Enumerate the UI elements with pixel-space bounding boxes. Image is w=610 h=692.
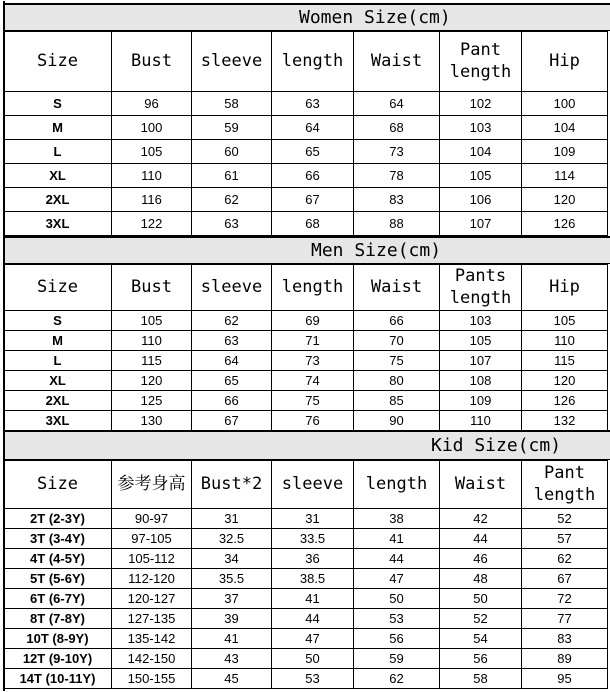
- size-label-cell: 12T (9-10Y): [4, 649, 112, 669]
- kid-title: Kid Size(cm): [431, 434, 562, 456]
- men-header-cell: Size: [4, 265, 112, 311]
- table-cell: 125: [112, 391, 192, 411]
- women-header-cell: sleeve: [192, 32, 272, 92]
- size-label-cell: 10T (8-9Y): [4, 629, 112, 649]
- table-cell: 53: [354, 609, 440, 629]
- table-cell: 52: [522, 509, 608, 529]
- table-cell: 31: [272, 509, 354, 529]
- table-cell: 41: [192, 629, 272, 649]
- table-cell: 52: [440, 609, 522, 629]
- table-cell: 110: [112, 164, 192, 188]
- table-row: [4, 391, 608, 411]
- women-title: Women Size(cm): [299, 6, 451, 28]
- table-cell: 56: [440, 649, 522, 669]
- men-header-cell: sleeve: [192, 265, 272, 311]
- table-cell: 68: [272, 212, 354, 236]
- table-cell: 57: [522, 529, 608, 549]
- table-row: [4, 371, 608, 391]
- table-row: [4, 351, 608, 371]
- men-size-table: [3, 264, 608, 431]
- table-cell: 80: [354, 371, 440, 391]
- size-label-cell: XL: [4, 371, 112, 391]
- table-cell: 66: [272, 164, 354, 188]
- table-cell: 39: [192, 609, 272, 629]
- kid-header-cell: sleeve: [272, 461, 354, 509]
- size-label-cell: 14T (10-11Y): [4, 669, 112, 689]
- kid-header-cell: Size: [4, 461, 112, 509]
- table-cell: 47: [354, 569, 440, 589]
- table-cell: 122: [112, 212, 192, 236]
- table-cell: 68: [354, 116, 440, 140]
- table-cell: 67: [522, 569, 608, 589]
- table-row: [4, 116, 608, 140]
- table-cell: 35.5: [192, 569, 272, 589]
- table-cell: 56: [354, 629, 440, 649]
- table-cell: 105: [112, 140, 192, 164]
- table-cell: 115: [522, 351, 608, 371]
- table-cell: 102: [440, 92, 522, 116]
- kid-header-row: [4, 461, 608, 509]
- kid-header-cell: 参考身高: [112, 461, 192, 509]
- table-cell: 126: [522, 212, 608, 236]
- size-label-cell: 8T (7-8Y): [4, 609, 112, 629]
- table-cell: 105-112: [112, 549, 192, 569]
- table-row: [4, 140, 608, 164]
- men-header-cell: Pants length: [440, 265, 522, 311]
- size-label-cell: L: [4, 140, 112, 164]
- table-row: [4, 92, 608, 116]
- table-cell: 50: [354, 589, 440, 609]
- table-cell: 106: [440, 188, 522, 212]
- table-cell: 65: [272, 140, 354, 164]
- table-cell: 58: [192, 92, 272, 116]
- table-cell: 32.5: [192, 529, 272, 549]
- table-cell: 103: [440, 311, 522, 331]
- men-header-cell: length: [272, 265, 354, 311]
- table-row: [4, 549, 608, 569]
- women-header-cell: Size: [4, 32, 112, 92]
- table-row: [4, 188, 608, 212]
- table-cell: 62: [192, 311, 272, 331]
- women-header-cell: Hip: [522, 32, 608, 92]
- table-cell: 100: [112, 116, 192, 140]
- table-row: [4, 629, 608, 649]
- table-cell: 50: [272, 649, 354, 669]
- table-cell: 69: [272, 311, 354, 331]
- table-cell: 43: [192, 649, 272, 669]
- table-cell: 120-127: [112, 589, 192, 609]
- size-label-cell: M: [4, 331, 112, 351]
- table-row: [4, 589, 608, 609]
- table-cell: 97-105: [112, 529, 192, 549]
- table-cell: 114: [522, 164, 608, 188]
- table-cell: 67: [272, 188, 354, 212]
- table-cell: 59: [354, 649, 440, 669]
- table-cell: 110: [112, 331, 192, 351]
- table-cell: 90-97: [112, 509, 192, 529]
- men-header-cell: Waist: [354, 265, 440, 311]
- women-title-band: [3, 3, 610, 31]
- size-label-cell: 4T (4-5Y): [4, 549, 112, 569]
- table-cell: 73: [354, 140, 440, 164]
- table-cell: 38.5: [272, 569, 354, 589]
- size-label-cell: 2T (2-3Y): [4, 509, 112, 529]
- table-cell: 115: [112, 351, 192, 371]
- men-header-row: [4, 265, 608, 311]
- table-cell: 67: [192, 411, 272, 431]
- table-cell: 75: [354, 351, 440, 371]
- table-cell: 65: [192, 371, 272, 391]
- men-title-band: [3, 236, 610, 264]
- table-cell: 48: [440, 569, 522, 589]
- kid-title-band: [3, 430, 610, 460]
- table-row: [4, 509, 608, 529]
- size-label-cell: L: [4, 351, 112, 371]
- table-cell: 103: [440, 116, 522, 140]
- kid-header-cell: Pant length: [522, 461, 608, 509]
- table-cell: 132: [522, 411, 608, 431]
- table-cell: 44: [272, 609, 354, 629]
- table-cell: 110: [440, 411, 522, 431]
- size-label-cell: 5T (5-6Y): [4, 569, 112, 589]
- table-cell: 33.5: [272, 529, 354, 549]
- table-cell: 105: [440, 164, 522, 188]
- kid-header-cell: Bust*2: [192, 461, 272, 509]
- table-cell: 105: [522, 311, 608, 331]
- table-cell: 75: [272, 391, 354, 411]
- table-cell: 62: [192, 188, 272, 212]
- size-label-cell: XL: [4, 164, 112, 188]
- table-cell: 41: [272, 589, 354, 609]
- size-label-cell: 3XL: [4, 411, 112, 431]
- table-cell: 63: [272, 92, 354, 116]
- table-cell: 63: [192, 212, 272, 236]
- size-label-cell: 2XL: [4, 391, 112, 411]
- table-cell: 100: [522, 92, 608, 116]
- table-cell: 44: [440, 529, 522, 549]
- table-cell: 120: [522, 371, 608, 391]
- table-row: [4, 529, 608, 549]
- table-cell: 42: [440, 509, 522, 529]
- table-cell: 135-142: [112, 629, 192, 649]
- table-cell: 70: [354, 331, 440, 351]
- men-header-cell: Bust: [112, 265, 192, 311]
- table-cell: 62: [522, 549, 608, 569]
- table-cell: 73: [272, 351, 354, 371]
- table-row: [4, 411, 608, 431]
- table-cell: 105: [440, 331, 522, 351]
- table-cell: 62: [354, 669, 440, 689]
- table-cell: 77: [522, 609, 608, 629]
- size-label-cell: 6T (6-7Y): [4, 589, 112, 609]
- men-header-cell: Hip: [522, 265, 608, 311]
- table-cell: 64: [272, 116, 354, 140]
- table-cell: 150-155: [112, 669, 192, 689]
- table-cell: 63: [192, 331, 272, 351]
- table-cell: 46: [440, 549, 522, 569]
- table-cell: 60: [192, 140, 272, 164]
- table-row: [4, 331, 608, 351]
- men-title: Men Size(cm): [311, 239, 442, 261]
- table-row: [4, 164, 608, 188]
- table-cell: 41: [354, 529, 440, 549]
- table-cell: 37: [192, 589, 272, 609]
- table-cell: 71: [272, 331, 354, 351]
- table-cell: 58: [440, 669, 522, 689]
- table-cell: 85: [354, 391, 440, 411]
- table-cell: 105: [112, 311, 192, 331]
- table-cell: 34: [192, 549, 272, 569]
- table-cell: 110: [522, 331, 608, 351]
- table-cell: 88: [354, 212, 440, 236]
- women-header-cell: Pant length: [440, 32, 522, 92]
- table-cell: 104: [440, 140, 522, 164]
- table-cell: 64: [354, 92, 440, 116]
- table-cell: 54: [440, 629, 522, 649]
- table-cell: 112-120: [112, 569, 192, 589]
- table-cell: 127-135: [112, 609, 192, 629]
- table-cell: 130: [112, 411, 192, 431]
- table-cell: 108: [440, 371, 522, 391]
- table-cell: 72: [522, 589, 608, 609]
- table-cell: 61: [192, 164, 272, 188]
- table-cell: 107: [440, 351, 522, 371]
- table-cell: 107: [440, 212, 522, 236]
- table-cell: 120: [112, 371, 192, 391]
- table-cell: 90: [354, 411, 440, 431]
- table-cell: 47: [272, 629, 354, 649]
- women-header-cell: length: [272, 32, 354, 92]
- table-cell: 76: [272, 411, 354, 431]
- women-header-row: [4, 32, 608, 92]
- table-cell: 95: [522, 669, 608, 689]
- table-cell: 120: [522, 188, 608, 212]
- table-cell: 64: [192, 351, 272, 371]
- table-cell: 45: [192, 669, 272, 689]
- size-label-cell: 3T (3-4Y): [4, 529, 112, 549]
- table-cell: 109: [522, 140, 608, 164]
- women-size-table: [3, 31, 608, 236]
- size-label-cell: S: [4, 311, 112, 331]
- table-cell: 83: [354, 188, 440, 212]
- table-cell: 53: [272, 669, 354, 689]
- women-header-cell: Waist: [354, 32, 440, 92]
- table-cell: 50: [440, 589, 522, 609]
- table-cell: 142-150: [112, 649, 192, 669]
- size-label-cell: 2XL: [4, 188, 112, 212]
- table-row: [4, 311, 608, 331]
- table-cell: 74: [272, 371, 354, 391]
- table-cell: 44: [354, 549, 440, 569]
- kid-size-table: [3, 460, 608, 689]
- table-cell: 96: [112, 92, 192, 116]
- table-cell: 109: [440, 391, 522, 411]
- women-header-cell: Bust: [112, 32, 192, 92]
- table-cell: 89: [522, 649, 608, 669]
- table-cell: 78: [354, 164, 440, 188]
- kid-header-cell: length: [354, 461, 440, 509]
- table-row: [4, 649, 608, 669]
- table-cell: 36: [272, 549, 354, 569]
- table-cell: 116: [112, 188, 192, 212]
- table-cell: 104: [522, 116, 608, 140]
- size-label-cell: M: [4, 116, 112, 140]
- table-cell: 66: [192, 391, 272, 411]
- table-cell: 38: [354, 509, 440, 529]
- table-cell: 31: [192, 509, 272, 529]
- table-row: [4, 669, 608, 689]
- table-row: [4, 212, 608, 236]
- table-row: [4, 609, 608, 629]
- kid-header-cell: Waist: [440, 461, 522, 509]
- table-cell: 126: [522, 391, 608, 411]
- table-row: [4, 569, 608, 589]
- table-cell: 83: [522, 629, 608, 649]
- size-label-cell: 3XL: [4, 212, 112, 236]
- size-label-cell: S: [4, 92, 112, 116]
- table-cell: 59: [192, 116, 272, 140]
- table-cell: 66: [354, 311, 440, 331]
